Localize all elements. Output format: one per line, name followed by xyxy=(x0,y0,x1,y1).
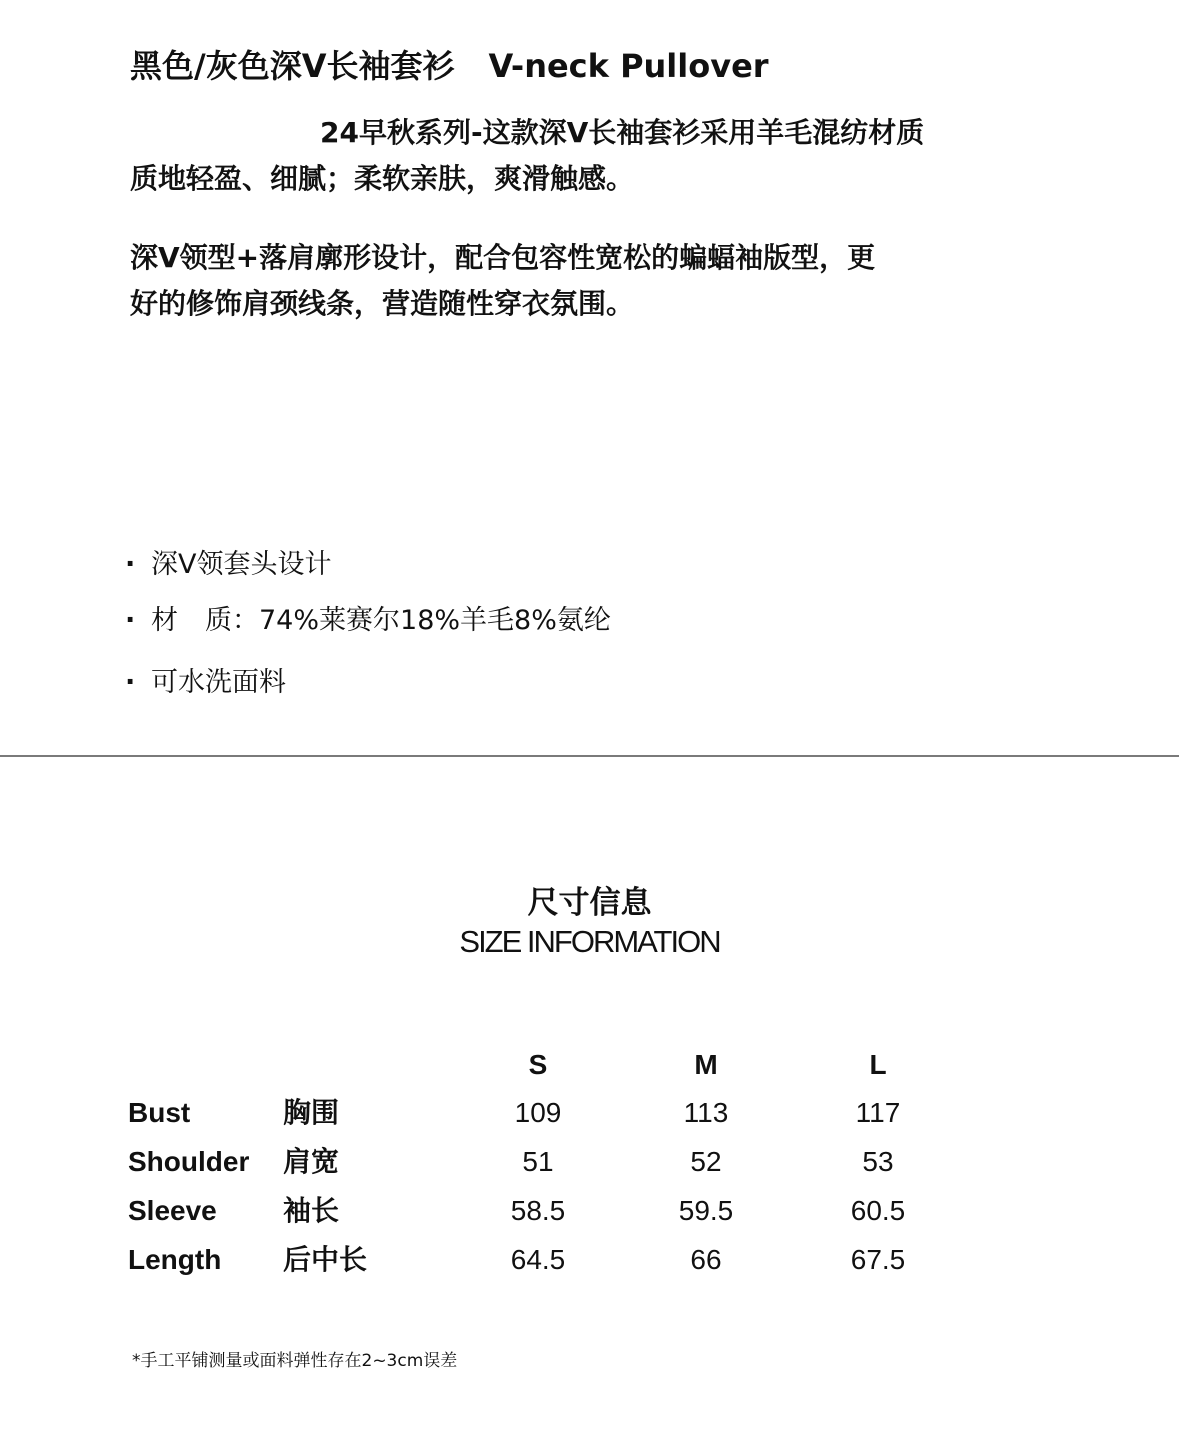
size-value-m: 59.5 xyxy=(678,1195,734,1226)
feature-item xyxy=(125,596,611,652)
description-line: 深V领型+落肩廓形设计，配合包容性宽松的蝙蝠袖版型，更 xyxy=(130,241,876,274)
size-value-l: 117 xyxy=(855,1097,901,1128)
size-value-l: 67.5 xyxy=(850,1244,906,1275)
size-value-m: 113 xyxy=(683,1097,729,1128)
description-paragraph-2 xyxy=(130,235,1090,327)
measure-label-en: Shoulder xyxy=(128,1146,250,1177)
feature-text: 可水洗面料 xyxy=(151,667,286,698)
measure-label-cn: 肩宽 xyxy=(283,1145,340,1178)
size-header-m: M xyxy=(694,1049,718,1080)
feature-text: 深V领套头设计 xyxy=(151,549,332,580)
size-header-s: S xyxy=(528,1049,548,1080)
table-row xyxy=(125,1088,945,1137)
size-value-s: 58.5 xyxy=(510,1195,566,1226)
measure-label-cn: 胸围 xyxy=(283,1096,340,1129)
bullet-dot-icon: · xyxy=(125,605,136,636)
table-row xyxy=(125,1137,945,1186)
feature-text: 材 质：74%莱赛尔18%羊毛8%氨纶 xyxy=(151,605,611,636)
measurement-footnote: *手工平铺测量或面料弹性存在2~3cm误差 xyxy=(132,1351,458,1371)
size-table xyxy=(125,1040,945,1284)
measure-label-cn: 袖长 xyxy=(283,1194,340,1227)
size-table-header xyxy=(125,1040,945,1088)
size-heading-cn: 尺寸信息 xyxy=(527,885,652,921)
size-value-m: 52 xyxy=(690,1146,722,1177)
size-value-s: 109 xyxy=(514,1097,562,1128)
measure-label-cn: 后中长 xyxy=(283,1243,368,1276)
measure-label-en: Bust xyxy=(128,1097,191,1128)
size-value-l: 53 xyxy=(862,1146,894,1177)
description-paragraph-1 xyxy=(130,110,1090,202)
size-value-m: 66 xyxy=(690,1244,722,1275)
table-row xyxy=(125,1186,945,1235)
product-title xyxy=(130,42,769,90)
measure-label-en: Length xyxy=(128,1244,222,1275)
description-line: 质地轻盈、细腻；柔软亲肤，爽滑触感。 xyxy=(130,162,635,195)
description-line: 24早秋系列-这款深V长袖套衫采用羊毛混纺材质 xyxy=(320,116,925,149)
feature-item xyxy=(125,658,611,714)
size-value-s: 51 xyxy=(522,1146,554,1177)
bullet-dot-icon: · xyxy=(125,667,136,698)
size-header-l: L xyxy=(869,1049,887,1080)
product-title-en: V-neck Pullover xyxy=(488,47,769,85)
size-value-l: 60.5 xyxy=(850,1195,906,1226)
table-row xyxy=(125,1235,945,1284)
size-heading-en: SIZE INFORMATION xyxy=(459,924,720,959)
section-divider xyxy=(0,755,1179,757)
feature-item xyxy=(125,540,611,596)
size-value-s: 64.5 xyxy=(510,1244,566,1275)
product-title-cn: 黑色/灰色深V长袖套衫 xyxy=(130,47,455,85)
description-line: 好的修饰肩颈线条，营造随性穿衣氛围。 xyxy=(130,287,635,320)
bullet-dot-icon: · xyxy=(125,549,136,580)
measure-label-en: Sleeve xyxy=(128,1195,217,1226)
feature-list xyxy=(125,540,611,714)
